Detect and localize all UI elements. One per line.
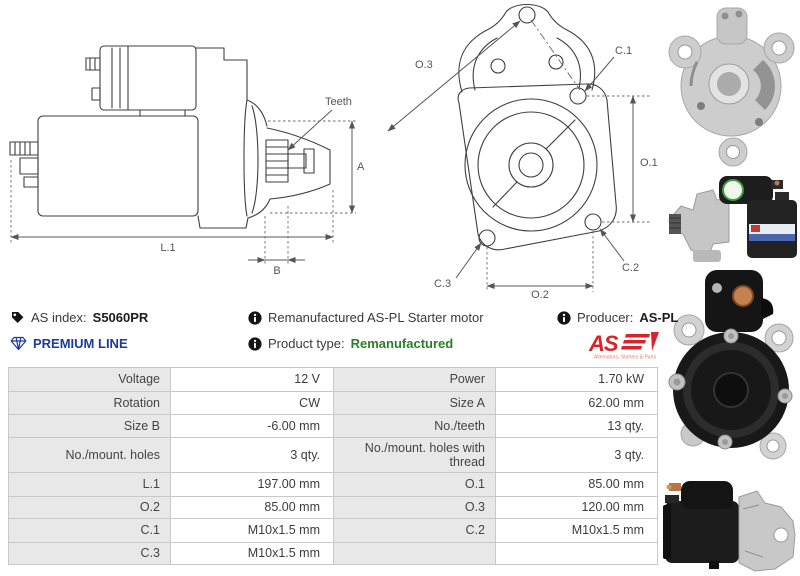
empty-value: [496, 543, 657, 564]
as-index: [10, 310, 148, 325]
logo-tagline: Alternators, Starters & Parts: [593, 354, 657, 361]
producer-label: Producer:: [577, 310, 634, 325]
c3-value: M10x1.5 mm: [171, 543, 334, 564]
dim-b-label: B: [273, 265, 281, 277]
rotation-value: CW: [171, 392, 334, 415]
logo-text: AS: [589, 331, 618, 356]
dim-o2-label: O.2: [531, 289, 549, 300]
dim-l1: [11, 160, 333, 254]
size-b-value: -6.00 mm: [171, 415, 334, 438]
teeth-label: Teeth: [325, 96, 352, 108]
l1-label: L.1: [9, 473, 171, 497]
as-pl-logo: [588, 330, 662, 362]
power-label: Power: [334, 368, 496, 392]
c1-label: C.1: [9, 519, 171, 543]
dim-c1-label: C.1: [615, 45, 633, 57]
mount-holes-thread-label: No./mount. holes with thread: [334, 438, 496, 473]
premium-line-badge[interactable]: [10, 336, 128, 351]
c3-label: C.3: [9, 543, 171, 564]
size-a-label: Size A: [334, 392, 496, 415]
product-description-text: Remanufactured AS-PL Starter motor: [268, 310, 484, 325]
no-teeth-value: 13 qty.: [496, 415, 657, 438]
rotation-label: Rotation: [9, 392, 171, 415]
mount-holes-value: 3 qty.: [171, 438, 334, 473]
teeth-callout: [288, 96, 352, 150]
mount-holes-label: No./mount. holes: [9, 438, 171, 473]
mount-holes-thread-value: 3 qty.: [496, 438, 657, 473]
size-a-value: 62.00 mm: [496, 392, 657, 415]
dim-o1: [587, 96, 658, 222]
premium-line-label: PREMIUM LINE: [33, 336, 128, 351]
info-icon: [557, 311, 571, 325]
dim-c2: [600, 229, 639, 274]
mounting-flange-outline: [458, 84, 616, 250]
front-mounting-flange-photo[interactable]: [663, 4, 800, 168]
dim-c3: [434, 243, 481, 290]
product-photos: [663, 0, 800, 576]
power-value: 1.70 kW: [496, 368, 657, 392]
o3-value: 120.00 mm: [496, 497, 657, 519]
dim-o2: [487, 231, 593, 300]
o2-value: 85.00 mm: [171, 497, 334, 519]
product-type-label: Product type:: [268, 336, 345, 351]
dim-c3-label: C.3: [434, 278, 452, 290]
starter-rear-black-photo[interactable]: [663, 268, 800, 464]
motor-body-outline: [10, 46, 198, 216]
l1-value: 197.00 mm: [171, 473, 334, 497]
dim-l1-label: L.1: [160, 242, 176, 254]
tag-icon: [10, 310, 25, 325]
dim-o3-label: O.3: [415, 59, 433, 71]
dim-o1-label: O.1: [640, 157, 658, 169]
size-b-label: Size B: [9, 415, 171, 438]
front-view-drawing: [388, 5, 658, 301]
dim-c2-label: C.2: [622, 262, 640, 274]
side-view-drawing: [10, 46, 365, 277]
o1-value: 85.00 mm: [496, 473, 657, 497]
product-description: [248, 310, 484, 325]
dim-a: [268, 121, 365, 213]
o3-label: O.3: [334, 497, 496, 519]
info-bar: [0, 303, 679, 365]
c1-value: M10x1.5 mm: [171, 519, 334, 543]
product-type: [248, 336, 453, 351]
no-teeth-label: No./teeth: [334, 415, 496, 438]
product-type-value: Remanufactured: [350, 336, 454, 351]
dim-b: [248, 206, 305, 277]
producer-value: AS-PL: [639, 310, 679, 325]
starter-side-view-2-photo[interactable]: [663, 473, 800, 573]
bell-housing-outline: [459, 5, 595, 93]
voltage-value: 12 V: [171, 368, 334, 392]
info-icon: [248, 337, 262, 351]
starter-side-view-photo[interactable]: [663, 170, 800, 266]
producer: [557, 310, 678, 325]
o2-label: O.2: [9, 497, 171, 519]
empty-label: [334, 543, 496, 564]
c2-value: M10x1.5 mm: [496, 519, 657, 543]
info-icon: [248, 311, 262, 325]
o1-label: O.1: [334, 473, 496, 497]
drive-housing-outline: [196, 48, 330, 228]
dim-o3: [388, 20, 580, 131]
spec-table: [8, 367, 658, 565]
technical-drawings: [0, 0, 663, 300]
c2-label: C.2: [334, 519, 496, 543]
as-index-value: S5060PR: [92, 310, 149, 325]
diamond-icon: [10, 336, 27, 351]
as-index-label: AS index:: [31, 310, 87, 325]
voltage-label: Voltage: [9, 368, 171, 392]
dim-a-label: A: [357, 161, 365, 173]
